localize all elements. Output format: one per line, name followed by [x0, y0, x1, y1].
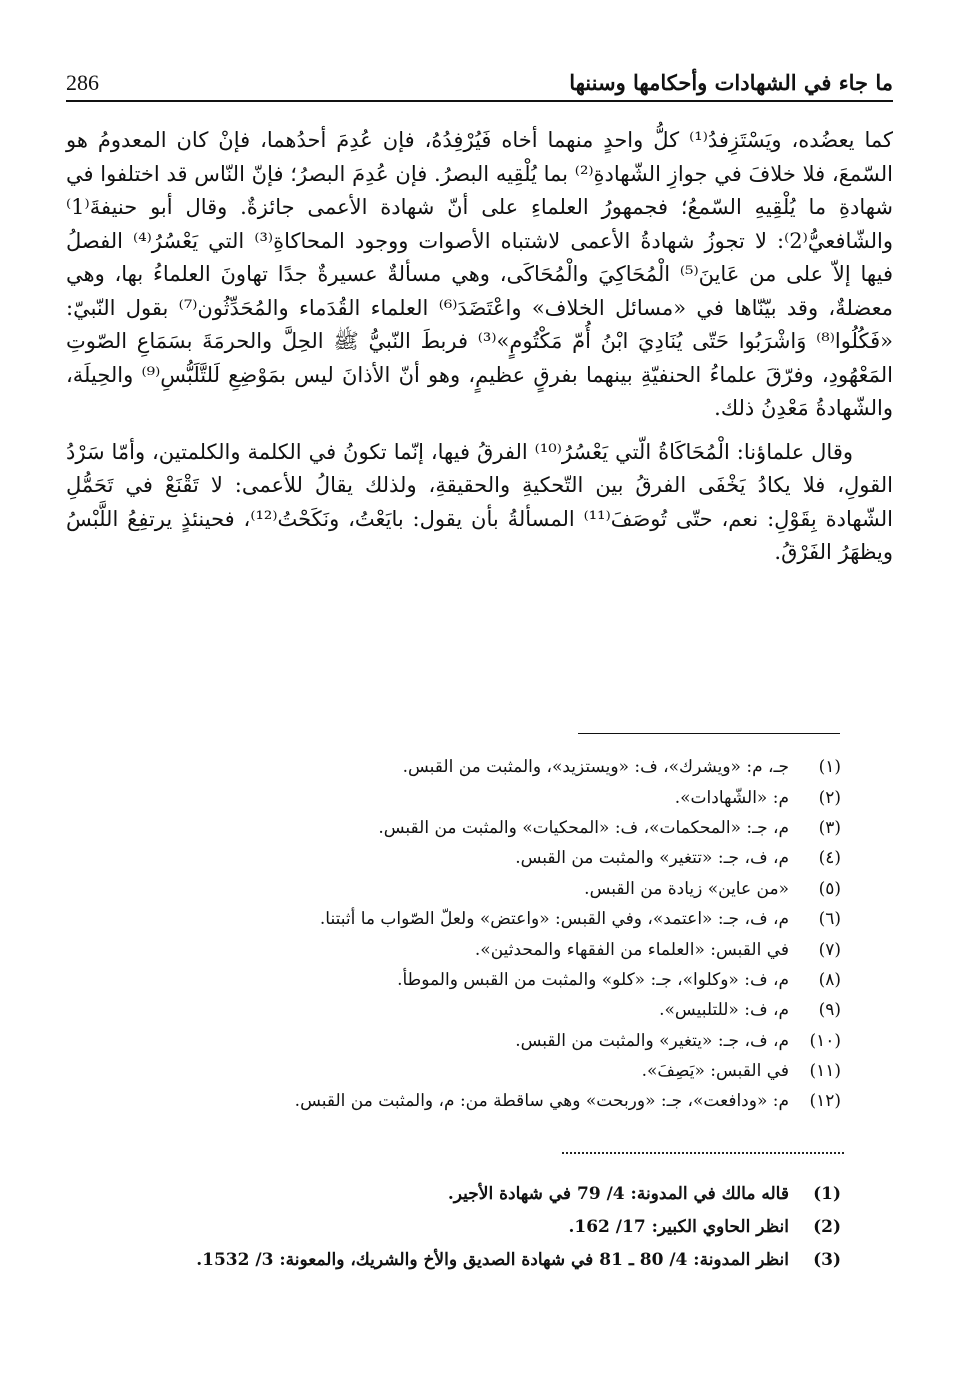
footnote-text: م: «الشّهادات».: [674, 787, 789, 808]
footnote-number: (٢): [818, 787, 841, 808]
paragraph: كما يعضُده، ويَسْتَزِفدُ⁽¹⁾ كلُّ واحدٍ منهما أخاه فَيُرْفِدُهُ، فإن عُدِمَ أحدُهما، فإنْ كان المعدومُ هو السّمعَ، فلا خلافَ في جوازِ الشّهادةِ⁽²⁾ بما يُلْقِيه البصرُ. فإن عُدِمَ البصرُ؛ فإنّ النّاس قد اختلفوا في شهادةِ ما يُلْقِيهِ السّمعُ؛ فجمهورُ العلماءِ على أنّ شهادة الأعمى جائزةٌ. وقال أبو حنيفةَ⁽1⁾ والشّافعيُّ⁽2⁾: لا تجوزُ شهادةُ الأعمى لاشتباه الأصوات ووجود المحاكاةِ⁽³⁾ التي يَعْسُرُ⁽⁴⁾ الفصلُ فيها إلاّ على من عَاينَ⁽⁵⁾ الْمُحَاكِيَ والْمُحَاكَى، وهي مسألةٌ عسيرةٌ جدًا تهاونَ العلماءُ بها، وهي معضلةٌ، وقد بيّنّاها في «مسائل الخلاف» واعْتَضَدَ⁽⁶⁾ العلماء القُدَماء والمُحَدِّثُون⁽⁷⁾ بقول النّبيّ: «فَكُلُوا⁽⁸⁾ وَاشْرَبُوا حَتّى يُنَادِيَ ابْنُ أُمّ مَكْتُومٍ»⁽³⁾ فربطَ النّبيُّ ﷺ الحِلَّ والحرمَةَ بسَمَاعِ الصّوتِ المَعْهُودِ، وفرّقَ علماءُ الحنفيّةِ بينهما بفرقٍ عظيمٍ، وهو أنّ الأذانَ ليس بمَوْضِعِ لَلتَّلَبُّسِ⁽⁹⁾ والحِيلَة، والشّهادةُ مَعْدِنُ ذلك.: [66, 128, 894, 420]
footnote: [141, 1086, 841, 1116]
footnote-text: م، ف، جـ: «تتغير» والمثبت من القبس.: [515, 848, 789, 869]
footnote-number: (٧): [818, 939, 841, 960]
source-note-text: قاله مالك في المدونة: 4/ 79 في شهادة الأجير.: [447, 1183, 789, 1204]
dotted-separator: [562, 1152, 844, 1154]
footnote-text: في القبس: «يَصِفَ».: [641, 1061, 789, 1082]
source-footnotes: [141, 1177, 841, 1276]
footnote-text: م، ف، جـ: «يتغير» والمثبت من القبس.: [515, 1030, 789, 1051]
footnote-text: «من عاين» زيادة من القبس.: [584, 878, 789, 899]
main-text: [66, 124, 893, 570]
footnote-text: م، ف: «للتلبيس».: [659, 1000, 789, 1021]
footnote: [141, 874, 841, 904]
source-note-number: (3): [813, 1249, 841, 1270]
paragraph: وقال علماؤنا: الْمُحَاكَاةُ الّتي يَعْسُرُ⁽¹⁰⁾ الفرقُ فيها، إنّما تكونُ في الكلمة والكلمتين، وأمّا سَرْدُ القولِ، فلا يكادُ يَخْفَى الفرقُ بين التّحكيةِ والحقيقةِ، ولذلك يقالُ للأعمى: لا تَقْنَعْ في تَحَمُّلِ الشّهادة بِقَوْلِ: نعم، حتّى تُوصَفَ⁽¹¹⁾ المسألةُ بأن يقول: بايَعْتُ، ونَكَحْتُ⁽¹²⁾، فحينئذٍ يرتفِعُ اللَّبْسُ ويظهَرُ الفَرْقُ.: [66, 439, 893, 564]
source-note: [141, 1243, 841, 1276]
footnote: [141, 934, 841, 964]
footnote-number: (٣): [818, 817, 841, 838]
footnote: [141, 995, 841, 1025]
footnote-text: م، ف: «وكلوا»، جـ: «كلو» والمثبت من القبس والموطأ.: [397, 969, 789, 990]
source-note-number: (2): [813, 1216, 841, 1237]
footnote-text: م، جـ: «المحكمات»، ف: «المحكيات» والمثبت من القبس.: [378, 817, 789, 838]
footnote: [141, 1026, 841, 1056]
page-number: 286: [66, 70, 99, 95]
running-title: ما جاء في الشهادات وأحكامها وسننها: [569, 70, 893, 95]
footnote: [141, 1056, 841, 1086]
footnote: [141, 752, 841, 782]
footnote-number: (٦): [818, 909, 841, 930]
footnote: [141, 843, 841, 873]
footnote-text: في القبس: «العلماء من الفقهاء والمحدثين».: [474, 939, 789, 960]
page-header: [66, 66, 893, 102]
variant-footnotes: [141, 752, 841, 1117]
source-note-text: انظر الحاوي الكبير: 17/ 162.: [568, 1216, 789, 1237]
footnote-text: جـ، م: «ويشرك»، ف: «ويستزيد»، والمثبت من القبس.: [402, 757, 789, 778]
source-note-text: انظر المدونة: 4/ 80 ـ 81 في شهادة الصديق والأخ والشريك، والمعونة: 3/ 1532.: [196, 1249, 789, 1270]
footnote-text: م، ف، جـ: «اعتمد»، وفي القبس: «واعتض» ولعلّ الصّواب ما أثبتنا.: [319, 909, 789, 930]
footnote-number: (٤): [818, 848, 841, 869]
footnote: [141, 904, 841, 934]
source-note: [141, 1177, 841, 1210]
footnote-number: (١١): [809, 1061, 841, 1082]
footnote-separator: [578, 733, 840, 734]
footnote-number: (١٢): [809, 1091, 841, 1112]
footnote-number: (٩): [818, 1000, 841, 1021]
source-note-number: (1): [813, 1183, 841, 1204]
footnote-number: (١): [818, 757, 841, 778]
footnote: [141, 782, 841, 812]
footnote: [141, 813, 841, 843]
footnote-number: (١٠): [809, 1030, 841, 1051]
footnote-text: م: «ودافعت»، جـ: «وربحت» وهي ساقطة من: م، والمثبت من القبس.: [294, 1091, 789, 1112]
footnote-number: (٨): [818, 969, 841, 990]
footnote-number: (٥): [818, 878, 841, 899]
source-note: [141, 1210, 841, 1243]
footnote: [141, 965, 841, 995]
